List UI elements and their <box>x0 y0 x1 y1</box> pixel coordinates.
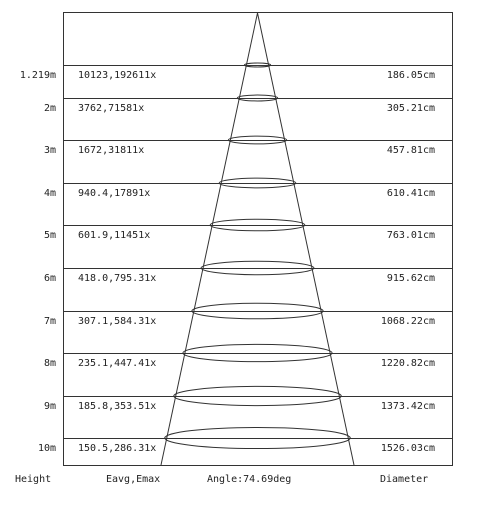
row-diameter-label: 1220.82cm <box>380 358 435 369</box>
cone-left-edge <box>161 13 258 465</box>
row-height-label: 9m <box>43 401 56 412</box>
row-lux-label: 940.4,17891x <box>78 188 151 199</box>
row-diameter-label: 1373.42cm <box>380 401 435 412</box>
row-diameter-label: 915.62cm <box>386 273 435 284</box>
row-diameter-label: 763.01cm <box>386 230 435 241</box>
row-lux-label: 150.5,286.31x <box>78 443 157 454</box>
footer-lux-label: Eavg,Emax <box>106 474 161 485</box>
footer-angle-label: Angle:74.69deg <box>207 474 292 485</box>
row-height-label: 10m <box>37 443 56 454</box>
row-lux-label: 307.1,584.31x <box>78 316 157 327</box>
row-diameter-label: 457.81cm <box>386 145 435 156</box>
row-diameter-label: 1068.22cm <box>380 316 435 327</box>
row-diameter-label: 305.21cm <box>386 103 435 114</box>
footer-diameter-label: Diameter <box>380 474 429 485</box>
row-height-label: 3m <box>43 145 56 156</box>
row-diameter-label: 1526.03cm <box>380 443 435 454</box>
row-lux-label: 185.8,353.51x <box>78 401 157 412</box>
row-lux-label: 10123,192611x <box>78 70 157 81</box>
row-lux-label: 235.1,447.41x <box>78 358 157 369</box>
row-lux-label: 418.0,795.31x <box>78 273 157 284</box>
row-height-label: 1.219m <box>19 70 56 81</box>
row-lux-label: 601.9,11451x <box>78 230 151 241</box>
row-height-label: 7m <box>43 316 56 327</box>
row-lux-label: 3762,71581x <box>78 103 145 114</box>
row-height-label: 4m <box>43 188 56 199</box>
row-height-label: 6m <box>43 273 56 284</box>
row-diameter-label: 186.05cm <box>386 70 435 81</box>
row-height-label: 2m <box>43 103 56 114</box>
row-height-label: 8m <box>43 358 56 369</box>
row-height-label: 5m <box>43 230 56 241</box>
row-diameter-label: 610.41cm <box>386 188 435 199</box>
row-lux-label: 1672,31811x <box>78 145 145 156</box>
footer-height-label: Height <box>15 474 52 485</box>
